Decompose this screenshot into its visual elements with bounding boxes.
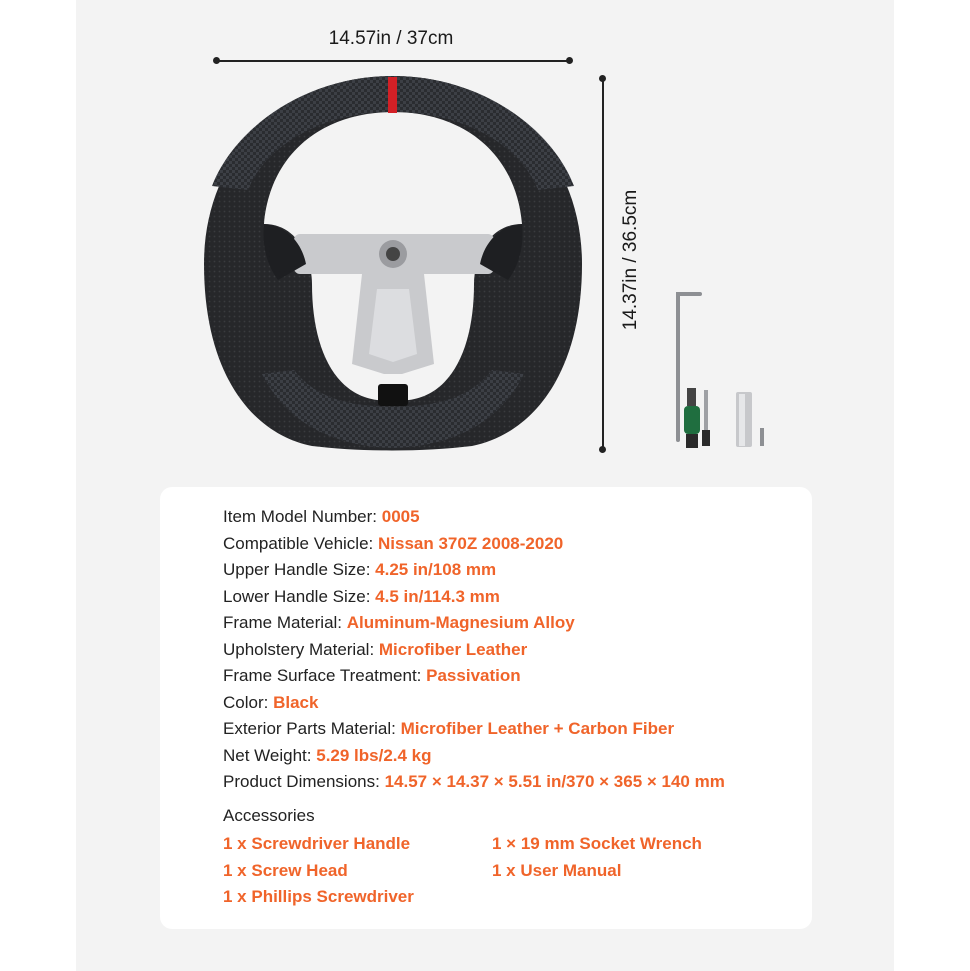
accessory-item: 1 x Phillips Screwdriver — [223, 887, 414, 906]
spec-row-lower-handle-size: Lower Handle Size: 4.5 in/114.3 mm — [223, 586, 500, 606]
accessory-item: 1 x User Manual — [492, 861, 622, 880]
spec-row-upholstery-material: Upholstery Material: Microfiber Leather — [223, 639, 528, 659]
accessory-tools-image — [664, 290, 774, 455]
steering-wheel-image — [202, 74, 584, 452]
width-dimension-label: 14.57in / 37cm — [328, 28, 454, 49]
accessory-item: 1 x Screw Head — [223, 861, 348, 880]
spec-card — [160, 487, 812, 929]
spec-row-model-number: Item Model Number: 0005 — [223, 507, 420, 526]
spec-row-surface-treatment: Frame Surface Treatment: Passivation — [223, 666, 521, 685]
spec-row-frame-material: Frame Material: Aluminum-Magnesium Alloy — [223, 613, 575, 632]
spec-row-net-weight: Net Weight: 5.29 lbs/2.4 kg — [223, 745, 432, 765]
spec-row-product-dimensions: Product Dimensions: 14.57 × 14.37 × 5.51 in/370 × 365 × 140 mm — [223, 772, 725, 791]
accessory-item: 1 x Screwdriver Handle — [223, 834, 411, 853]
spec-row-compatible-vehicle: Compatible Vehicle: Nissan 370Z 2008-2020 — [223, 533, 564, 553]
spec-row-upper-handle-size: Upper Handle Size: 4.25 in/108 mm — [223, 560, 497, 579]
height-dimension-line — [602, 78, 604, 450]
spec-row-exterior-material: Exterior Parts Material: Microfiber Leather + Carbon Fiber — [223, 719, 675, 738]
accessories-title: Accessories — [223, 806, 315, 825]
height-dimension-label: 14.37in / 36.5cm — [620, 189, 641, 331]
spec-list — [223, 504, 725, 796]
width-dimension-line — [216, 60, 570, 62]
spec-row-color: Color: Black — [223, 692, 319, 712]
accessory-item: 1 × 19 mm Socket Wrench — [492, 834, 702, 853]
